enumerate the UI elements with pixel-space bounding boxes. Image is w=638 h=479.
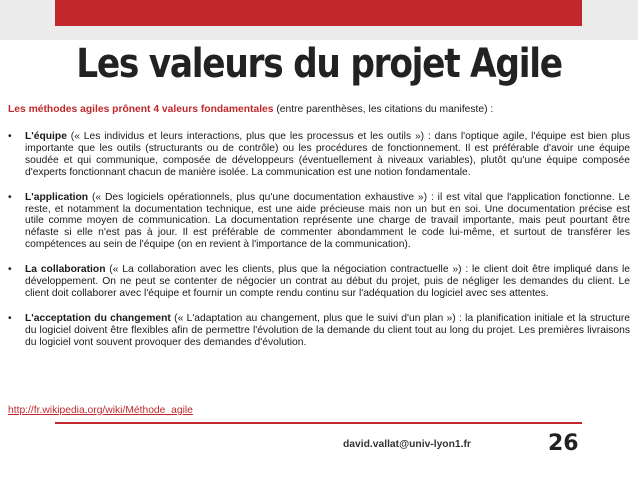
source-link[interactable]: http://fr.wikipedia.org/wiki/Méthode_agile bbox=[8, 405, 193, 416]
values-list bbox=[8, 131, 630, 362]
bullet-icon: • bbox=[8, 131, 12, 142]
intro-rest: (entre parenthèses, les citations du manifeste) : bbox=[273, 104, 494, 115]
value-text: (« La collaboration avec les clients, plus que la négociation contractuelle ») : le client doit être impliqué dans le développement. On ne peut se contenter de négocier un contrat au début du projet, puis de négliger les demandes du client. Le client doit collaborer avec l'équipe et fournir un compte rendu continu sur l'adéquation du logiciel avec ses attentes. bbox=[25, 264, 630, 299]
author-email: david.vallat@univ-lyon1.fr bbox=[343, 439, 471, 450]
value-term: La collaboration bbox=[25, 264, 106, 276]
footer-divider bbox=[55, 422, 582, 424]
list-item bbox=[8, 313, 630, 349]
value-term: L'équipe bbox=[25, 131, 67, 142]
value-term: L'acceptation du changement bbox=[25, 312, 171, 324]
top-accent-bar bbox=[55, 0, 582, 26]
intro-text bbox=[8, 103, 628, 116]
list-item bbox=[8, 131, 630, 179]
list-item bbox=[8, 192, 630, 252]
bullet-icon: • bbox=[8, 312, 12, 324]
value-text: (« L'adaptation au changement, plus que le suivi d'un plan ») : la planification initiale et la structure du logiciel doivent être flexibles afin de permettre l'évolution de la demande du client tout au long du projet. Les premières livraisons du logiciel vont souvent provoquer des demandes d'évolution. bbox=[25, 312, 630, 348]
page-number: 26 bbox=[548, 431, 579, 456]
slide-title: Les valeurs du projet Agile bbox=[76, 41, 562, 87]
list-item bbox=[8, 264, 630, 300]
value-term: L'application bbox=[25, 191, 89, 203]
bullet-icon: • bbox=[8, 191, 12, 203]
value-text: (« Les individus et leurs interactions, plus que les processus et les outils ») : dans l'optique agile, l'équipe est bien plus importante que les outils (structurants ou de contrôle) ou les procédures de fonctionnement. Il est préférable d'avoir une équipe soudée et qui communique, composée de développeurs (éventuellement à niveaux variables), plutôt qu'une équipe composée d'experts fonctionnant chacun de manière isolée. La communication est une notion fondamentale. bbox=[25, 131, 630, 178]
bullet-icon: • bbox=[8, 264, 12, 276]
value-text: (« Des logiciels opérationnels, plus qu'une documentation exhaustive ») : il est vital que l'application fonctionne. Le reste, et notamment la documentation technique, est une aide précieuse mais non un but en soi. Une documentation précise est utile comme moyen de communication. La documentation représente une charge de travail importante, mais peut pourtant être néfaste si elle n'est pas à jour. Il est préférable de commenter abondamment le code lui-même, et surtout de transférer les compétences au sein de l'équipe (on en revient à l'importance de la communication). bbox=[25, 191, 630, 251]
intro-highlight: Les méthodes agiles prônent 4 valeurs fondamentales bbox=[8, 104, 274, 115]
